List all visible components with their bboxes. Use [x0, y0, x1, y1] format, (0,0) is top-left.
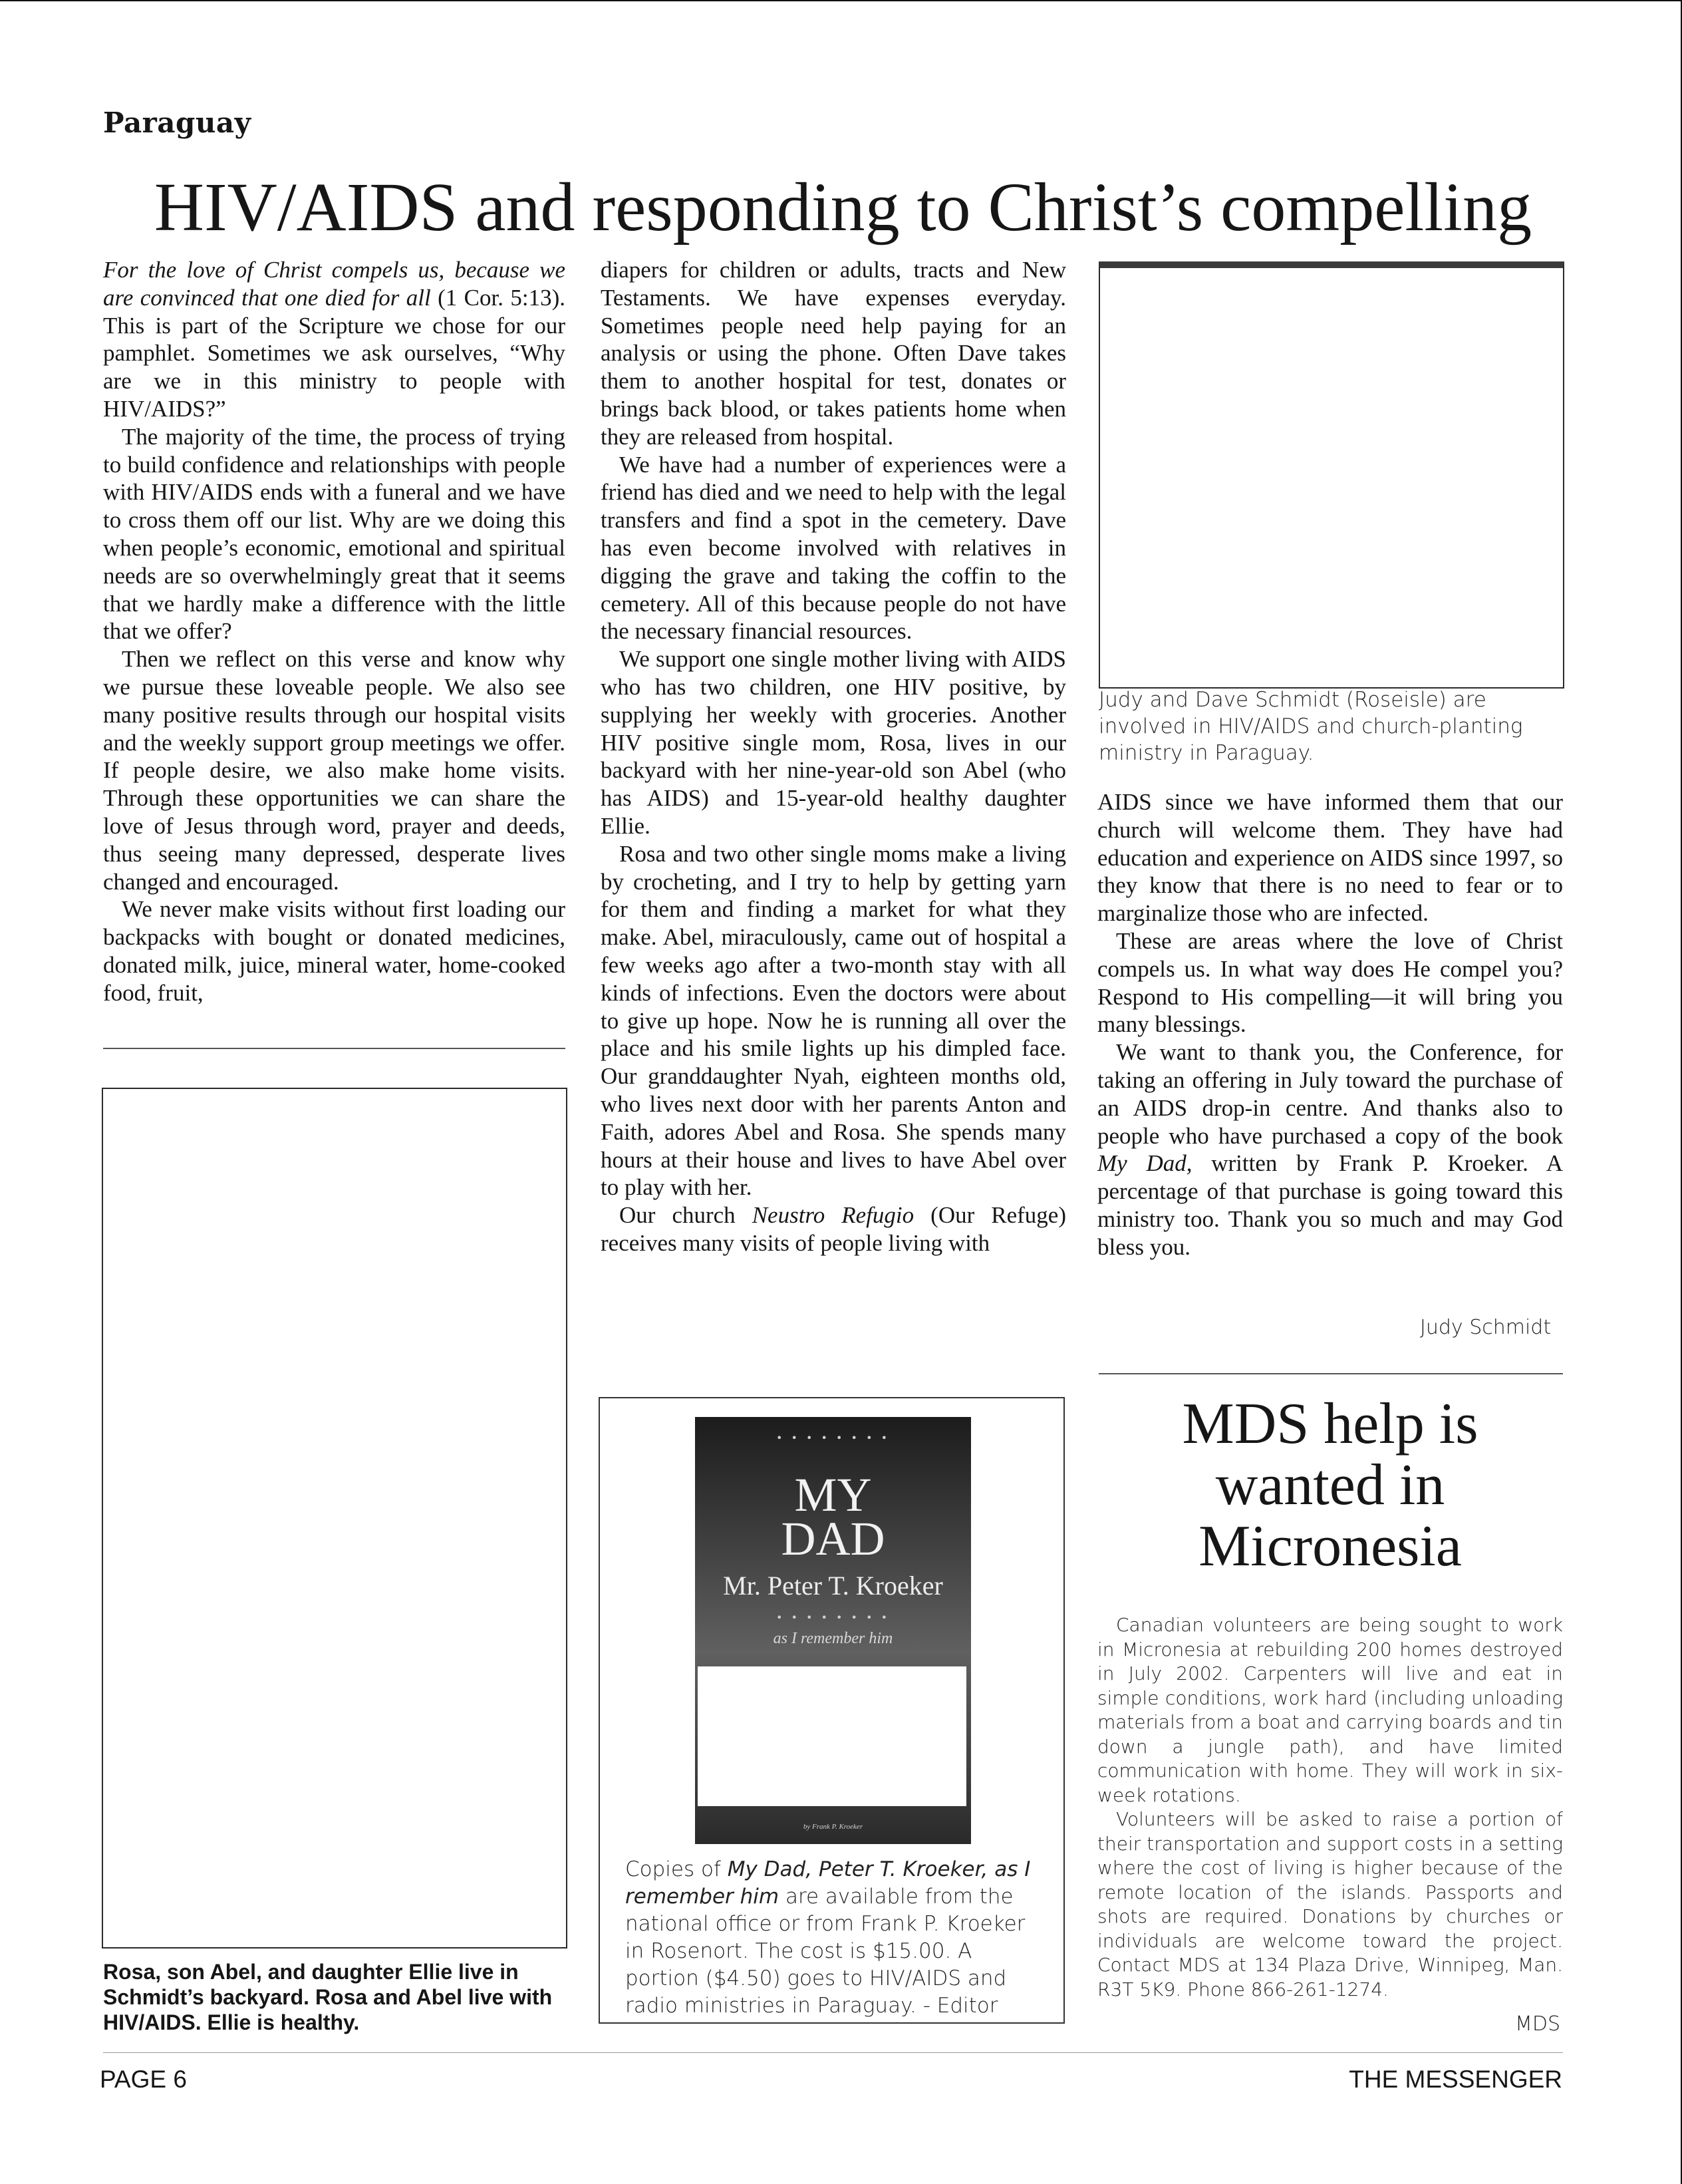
article-paragraph [1097, 1038, 1563, 1261]
paragraph-text: Our church [619, 1202, 752, 1229]
paragraph-text: written by Frank P. Kroeker. A percentage of that purchase is going toward this ministry too. Thank you so much and may God bless you. [1097, 1150, 1564, 1260]
mds-article [1097, 1613, 1563, 2002]
article-paragraph: diapers for children or adults, tracts and New Testaments. We have expenses everyday. Sometimes people need help paying for an analysis or using the phone. Often Dave takes them to another hospital for test, donates or brings back blood, or takes patients home when they are released from hospital. [601, 257, 1066, 450]
book-title: My Dad, [1097, 1150, 1192, 1177]
book-caption [625, 1856, 1041, 2020]
mds-headline: MDS help is wanted in Micronesia [1182, 1392, 1478, 1579]
book-byline: by Frank P. Kroeker [803, 1823, 863, 1831]
book-subtitle: Mr. Peter T. Kroeker [723, 1571, 943, 1601]
book-remember: as I remember him [773, 1630, 893, 1647]
mds-paragraph: Canadian volunteers are being sought to work in Micronesia at rebuilding 200 homes destroyed in July 2002. Carpenters will live and eat in simple conditions, work hard (including unloading materials from a boat and carrying boards and tin down a jungle path), and have limited communication with home. They will work in six-week rotations. [1097, 1614, 1563, 1806]
article-paragraph: Rosa and two other single moms make a living by crocheting, and I try to help by getting yarn for them and finding a market for what they make. Abel, miraculously, came out of hospital a few weeks ago after a two-month stay with all kinds of infections. Even the doctors were about to give up hope. Now he is running all over the place and his smile lights up his dimpled face. Our granddaughter Nyah, eighteen months old, who lives next door with her parents Anton and Faith, adores Abel and Rosa. She spends many hours at their house and lives to have Abel over to play with her. [601, 840, 1066, 1201]
footer-rule [103, 2052, 1563, 2053]
schmidt-photo [1099, 261, 1564, 689]
page-number: PAGE 6 [100, 2066, 187, 2093]
mds-paragraph: Volunteers will be asked to raise a portion of their transportation and support costs in a setting where the cost of living is higher because of the remote location of the islands. Passports and shots are required. Donations by churches or individuals are welcome toward the project. Contact MDS at 134 Plaza Drive, Winnipeg, Man. R3T 5K9. Phone 866-261-1274. [1097, 1808, 1563, 2000]
rosa-photo-caption: Rosa, son Abel, and daughter Ellie live in Schmidt’s backyard. Rosa and Abel live with HIV/AIDS. Ellie is healthy. [103, 1960, 553, 2034]
photo-top-rule [103, 1048, 565, 1049]
article-paragraph: AIDS since we have informed them that our church will welcome them. They have had education and experience on AIDS since 1997, so they know that there is no need to fear or to marginalize those who are infected. [1097, 789, 1563, 927]
paragraph-text: (Our Refuge) receives many visits of people living with [601, 1202, 1066, 1256]
schmidt-photo-caption: Judy and Dave Schmidt (Roseisle) are involved in HIV/AIDS and church-planting ministry in Paraguay. [1099, 688, 1523, 765]
mds-signature: MDS [1515, 2012, 1561, 2036]
article-column-2 [601, 256, 1066, 1257]
mds-top-rule [1099, 1373, 1563, 1374]
scripture-quote: For the love of Christ compels us, because we are convinced that one died for all [103, 257, 565, 311]
page-title: HIV/AIDS and responding to Christ’s compelling [154, 169, 1532, 245]
book-title-line2: DAD [781, 1512, 885, 1565]
book-title: My Dad, Peter T. Kroeker, as I remember him [625, 1857, 1031, 1909]
article-column-1 [103, 256, 565, 1007]
book-cover-photo [698, 1666, 966, 1806]
article-paragraph: We support one single mother living with AIDS who has two children, one HIV positive, by supplying her weekly with groceries. Another HIV positive single mom, Rosa, lives in our backyard with her nine-year-old son Abel (who has AIDS) and 15-year-old healthy daughter Ellie. [601, 646, 1066, 839]
article-paragraph [103, 256, 565, 423]
article-paragraph [601, 1201, 1066, 1257]
book-dots: • • • • • • • • [775, 1432, 891, 1444]
book-title-line1: MY [794, 1468, 872, 1521]
caption-text: are available from the national office or from Frank P. Kroeker in Rosenort. The cost is $15.00. A portion ($4.50) goes to HIV/AIDS and radio ministries in Paraguay. - Editor [625, 1885, 1026, 2018]
paragraph-text: (1 Cor. 5:13). This is part of the Scripture we chose for our pamphlet. Sometimes we ask ourselves, “Why are we in this ministry to people with HIV/AIDS?” [103, 284, 565, 422]
article-paragraph: The majority of the time, the process of trying to build confidence and relationships with people with HIV/AIDS ends with a funeral and we have to cross them off our list. Why are we doing this when people’s economic, emotional and spiritual needs are so overwhelmingly great that it seems that we hardly make a difference with the little that we offer? [103, 423, 565, 645]
rosa-family-photo [102, 1088, 567, 1949]
article-paragraph: Then we reflect on this verse and know why we pursue these loveable people. We also see many positive results through our hospital visits and the weekly support group meetings we offer. If people desire, we also make home visits. Through these opportunities we can share the love of Jesus through word, prayer and deeds, thus seeing many depressed, desperate lives changed and encouraged. [103, 646, 565, 895]
page-border-top [0, 0, 1682, 1]
article-paragraph: We have had a number of experiences were a friend has died and we need to help with the legal transfers and find a spot in the cemetery. Dave has even become involved with relatives in digging the grave and taking the coffin to the cemetery. All of this because people do not have the necessary financial resources. [601, 451, 1066, 645]
article-paragraph: These are areas where the love of Christ compels us. In what way does He compel you? Respond to His compelling—it will bring you many blessings. [1097, 927, 1563, 1038]
article-signature: Judy Schmidt [1420, 1316, 1552, 1339]
book-dots: • • • • • • • • [775, 1611, 891, 1624]
caption-text: Copies of [625, 1857, 728, 1881]
church-name: Neustro Refugio [752, 1202, 914, 1229]
section-label: Paraguay [103, 106, 251, 139]
book-cover [695, 1417, 971, 1844]
article-column-3 [1097, 788, 1563, 1261]
paragraph-text: We want to thank you, the Conference, for taking an offering in July toward the purchase of an AIDS drop-in centre. And thanks also to people who have purchased a copy of the book [1097, 1039, 1563, 1149]
article-paragraph: We never make visits without first loading our backpacks with bought or donated medicines, donated milk, juice, mineral water, home-cooked food, fruit, [103, 896, 565, 1006]
publication-name: THE MESSENGER [1349, 2066, 1562, 2093]
